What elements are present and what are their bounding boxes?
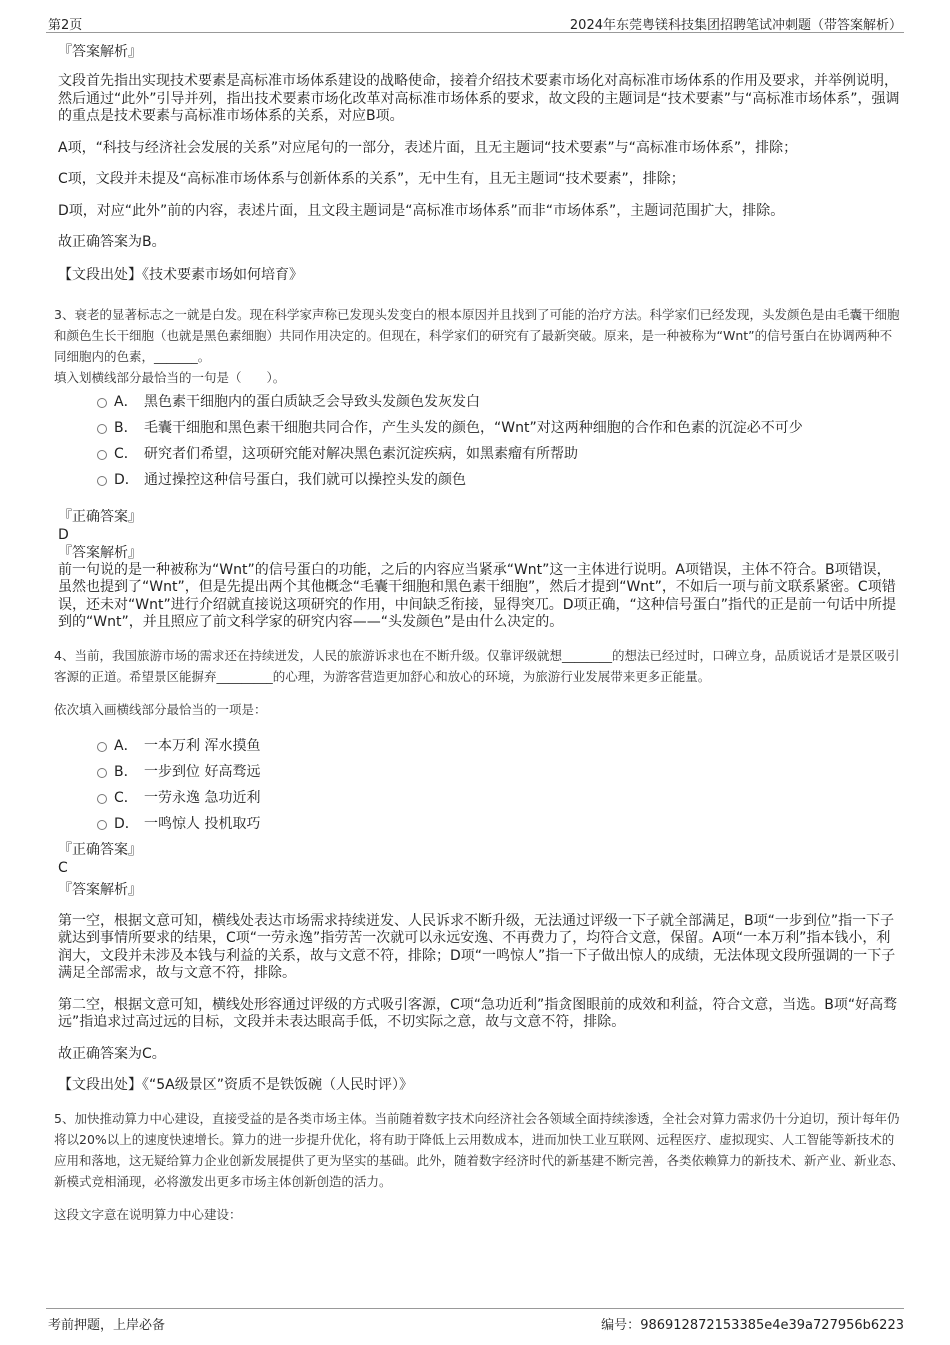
option-letter: B． [114, 419, 138, 436]
q4-stem-b: 的想法已经过时，口碑立身，品质说话才是景区吸引客源的正道。希望景区能摒弃 [54, 647, 900, 684]
q4-answer-block [54, 841, 904, 1096]
q4-analysis-p1: 第一空，根据文意可知，横线处表达市场需求持续迸发、人民诉求不断升级，无法通过评级一下子就全部满足，B项“一步到位”指一下子就达到事情所要求的结果，C项“一劳永逸”指劳苦一次就可以永远安逸、不再费力了，均符合文意，保留。A项“一本万利”指本钱小，利润大，文段并未涉及本钱与利益的关系，故与文意不符，排除；D项“一鸣惊人”指一下子做出惊人的成绩，无法体现文段所强调的一下子满足全部需求，故与文意不符，排除。 [58, 912, 896, 981]
option-text: 研究者们希望，这项研究能对解决黑色素沉淀疾病，如黑素瘤有所帮助 [144, 445, 578, 462]
q3-answer: D [58, 526, 69, 543]
q4-option-d[interactable] [54, 811, 904, 837]
q3-option-c[interactable] [54, 441, 904, 467]
q3-option-d[interactable] [54, 467, 904, 493]
q4-prompt: 依次填入画横线部分最恰当的一项是： [54, 701, 267, 717]
q4-analysis-label: 『答案解析』 [58, 881, 142, 898]
q3-answer-block [54, 508, 904, 632]
q4-answer: C [58, 859, 68, 876]
document-title: 2024年东莞粤镁科技集团招聘笔试冲刺题（带答案解析） [569, 18, 902, 33]
radio-icon[interactable] [97, 768, 107, 778]
q4-analysis-p3: 故正确答案为C。 [58, 1045, 166, 1062]
q4-option-b[interactable] [54, 759, 904, 785]
option-letter: C． [114, 445, 138, 462]
q2-analysis-p1: 文段首先指出实现技术要素是高标准市场体系建设的战略使命，接着介绍技术要素市场化对高标准市场体系的作用及要求，并举例说明，然后通过“此外”引导并列，指出技术要素市场化改革对高标准市场体系的要求，故文段的主题词是“技术要素”与“高标准市场体系”，强调的重点是技术要素与高标准市场体系的关系，对应B项。 [58, 73, 900, 124]
option-text: 一劳永逸 急功近利 [144, 789, 261, 806]
option-letter: A． [114, 737, 138, 754]
q4-stem-a: 4、当前，我国旅游市场的需求还在持续迸发，人民的旅游诉求也在不断升级。仅靠评级就想 [54, 647, 562, 663]
header-divider [46, 32, 904, 33]
q4-analysis-p2: 第二空，根据文意可知，横线处形容通过评级的方式吸引客源，C项“急功近利”指贪图眼前的成效和利益，符合文意，当选。B项“好高骛远”指追求过高过远的目标，文段并未表达眼高手低，不切实际之意，故与文意不符，排除。 [58, 996, 898, 1030]
q2-analysis-label: 『答案解析』 [58, 44, 142, 60]
page-footer [0, 1308, 950, 1338]
q2-analysis-p2: A项，“科技与经济社会发展的关系”对应尾句的一部分，表述片面，且无主题词“技术要素”与“高标准市场体系”，排除； [58, 139, 798, 156]
option-text: 通过操控这种信号蛋白，我们就可以操控头发的颜色 [144, 471, 466, 488]
footer-code [601, 1314, 904, 1333]
q2-source-text: 《技术要素市场如何培育》 [142, 266, 303, 283]
q4-blank-1: ________ [561, 647, 612, 663]
footer-divider [46, 1308, 904, 1309]
option-text: 黑色素干细胞内的蛋白质缺乏会导致头发颜色发灰发白 [144, 393, 480, 410]
q3-option-a[interactable] [54, 389, 904, 415]
option-text: 一本万利 浑水摸鱼 [144, 737, 261, 754]
question-5 [54, 1108, 904, 1225]
option-letter: D． [114, 815, 139, 832]
q2-analysis-p3: C项，文段并未提及“高标准市场体系与创新体系的关系”，无中生有，且无主题词“技术要素”，排除； [58, 171, 685, 187]
q3-analysis: 前一句说的是一种被称为“Wnt”的信号蛋白的功能，之后的内容应当紧承“Wnt”这一主体进行说明。A项错误，主体不符合。B项错误，虽然也提到了“Wnt”，但是先提出两个其他概念“毛囊干细胞和黑色素干细胞”，然后才提到“Wnt”，不如后一项与前文联系紧密。C项错误，还未对“Wnt”进行介绍就直接说这项研究的作用，中间缺乏衔接，显得突兀。D项正确，“这种信号蛋白”指代的正是前一句话中所提到的“Wnt”，并且照应了前文科学家的研究内容——“头发颜色”是由什么决定的。 [58, 561, 896, 630]
option-letter: D． [114, 471, 139, 488]
option-text: 一步到位 好高骛远 [144, 763, 261, 780]
option-text: 毛囊干细胞和黑色素干细胞共同合作，产生头发的颜色，“Wnt”对这两种细胞的合作和色素的沉淀必不可少 [144, 419, 803, 436]
q4-source-text: 《“5A级景区”资质不是铁饭碗（人民时评）》 [142, 1077, 413, 1093]
radio-icon[interactable] [97, 794, 107, 804]
q4-source-label: 【文段出处】 [58, 1077, 142, 1093]
q3-blank: _______ [154, 348, 198, 364]
footer-code-label: 编号： [601, 1318, 641, 1333]
radio-icon[interactable] [97, 820, 107, 830]
q5-stem: 5、加快推动算力中心建设，直接受益的是各类市场主体。当前随着数字技术向经济社会各领域全面持续渗透，全社会对算力需求仍十分迫切，预计每年仍将以20%以上的速度快速增长。算力的进一步提升优化，将有助于降低上云用数成本，进而加快工业互联网、远程医疗、虚拟现实、人工智能等新技术的应用和落地，这无疑给算力企业创新发展提供了更为坚实的基础。此外，随着数字经济时代的新基建不断完善，各类依赖算力的新技术、新产业、新业态、新模式竞相涌现，必将激发出更多市场主体创新创造的活力。 [54, 1111, 905, 1189]
q4-blank-2: _________ [216, 668, 273, 684]
option-text: 一鸣惊人 投机取巧 [144, 815, 261, 832]
question-3 [54, 304, 904, 632]
radio-icon[interactable] [97, 424, 107, 434]
q3-option-b[interactable] [54, 415, 904, 441]
q3-prompt: 填入划横线部分最恰当的一句是（ ）。 [54, 369, 286, 385]
q4-options [54, 733, 904, 837]
page-header [0, 0, 950, 34]
q3-stem [54, 304, 904, 367]
q4-stem-c: 的心理，为游客营造更加舒心和放心的环境，为旅游行业发展带来更多正能量。 [272, 668, 711, 684]
q4-option-c[interactable] [54, 785, 904, 811]
q2-analysis [54, 42, 904, 285]
q3-stem-end: 。 [197, 348, 211, 364]
footer-slogan: 考前押题，上岸必备 [48, 1318, 166, 1333]
q4-answer-label: 『正确答案』 [58, 841, 142, 858]
q3-options [54, 389, 904, 493]
q2-source-label: 【文段出处】 [58, 266, 142, 283]
option-letter: B． [114, 763, 138, 780]
q4-stem [54, 645, 904, 687]
option-letter: C． [114, 789, 138, 806]
radio-icon[interactable] [97, 398, 107, 408]
radio-icon[interactable] [97, 742, 107, 752]
q2-analysis-p4: D项，对应“此外”前的内容，表述片面，且文段主题词是“高标准市场体系”而非“市场体系”，主题词范围扩大，排除。 [58, 202, 785, 219]
question-4 [54, 645, 904, 1096]
q2-source [58, 265, 904, 285]
footer-code-value: 986912872153385e4e39a727956b6223 [640, 1318, 904, 1333]
q3-analysis-label: 『答案解析』 [58, 544, 142, 561]
q4-source [58, 1075, 904, 1095]
radio-icon[interactable] [97, 450, 107, 460]
q3-stem-text: 3、衰老的显著标志之一就是白发。现在科学家声称已发现头发变白的根本原因并且找到了可能的治疗方法。科学家们已经发现，头发颜色是由毛囊干细胞和颜色生长干细胞（也就是黑色素细胞）共同作用决定的。但现在，科学家们的研究有了最新突破。原来，是一种被称为“Wnt”的信号蛋白在协调两种不同细胞内的色素， [54, 306, 900, 364]
page-number: 第2页 [48, 18, 83, 33]
q2-analysis-p5: 故正确答案为B。 [58, 234, 166, 250]
q3-answer-label: 『正确答案』 [58, 508, 142, 525]
radio-icon[interactable] [97, 476, 107, 486]
q4-option-a[interactable] [54, 733, 904, 759]
option-letter: A． [114, 393, 138, 410]
q5-prompt: 这段文字意在说明算力中心建设： [54, 1207, 242, 1222]
page-content [54, 42, 904, 1225]
